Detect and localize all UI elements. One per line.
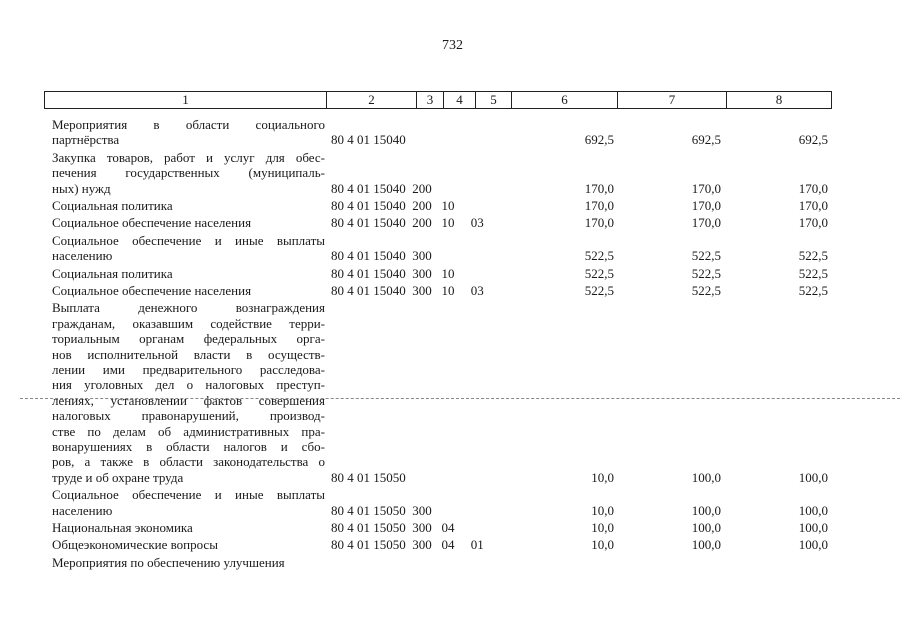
row-value-col6: 522,5: [584, 282, 614, 298]
table-row: [0, 117, 905, 150]
row-name-line: Закупка товаров, работ и услуг для обес-: [52, 149, 325, 165]
row-value-col8: 170,0: [798, 180, 828, 196]
row-name-line: Социальное обеспечение населения: [52, 282, 252, 298]
row-name-line: Социальное обеспечение и иные выплаты: [52, 487, 325, 503]
row-name: [52, 215, 325, 230]
row-code: 80 4 01 15050 300 04: [331, 519, 455, 535]
row-name-line: печения государственных (муниципаль-: [52, 165, 325, 181]
table-row: [0, 537, 905, 554]
table-row: [0, 300, 905, 487]
column-header-8: 8: [775, 92, 783, 107]
row-name-line: Социальная политика: [52, 197, 173, 213]
row-name-line: ров, а также в области законодательства о: [52, 454, 325, 470]
row-code: 80 4 01 15040: [331, 132, 406, 148]
row-value-col7: 522,5: [691, 282, 721, 298]
row-value-col8: 170,0: [798, 197, 828, 213]
row-name: [52, 266, 325, 281]
row-code: 80 4 01 15040 300: [331, 248, 432, 264]
row-name-line: населению: [52, 248, 113, 264]
row-name: [52, 520, 325, 535]
row-value-col6: 522,5: [584, 265, 614, 281]
table-row: [0, 487, 905, 520]
scan-artifact-line: [20, 398, 900, 399]
row-name-line: ных) нужд: [52, 180, 111, 196]
row-value-col7: 100,0: [691, 519, 721, 535]
row-value-col6: 692,5: [584, 132, 614, 148]
row-value-col7: 522,5: [691, 248, 721, 264]
row-name: [52, 198, 325, 213]
column-header-2: 2: [327, 92, 417, 108]
row-value-col7: 522,5: [691, 265, 721, 281]
table-row: [0, 215, 905, 232]
row-code: 80 4 01 15040 200 10: [331, 197, 455, 213]
row-name-line: партнёрства: [52, 132, 120, 148]
table-row: [0, 233, 905, 266]
row-name-line: Общеэкономические вопросы: [52, 537, 218, 553]
row-name-line: Социальное обеспечение населения: [52, 215, 252, 231]
row-value-col7: 100,0: [691, 537, 721, 553]
row-value-col6: 522,5: [584, 248, 614, 264]
row-value-col6: 170,0: [584, 215, 614, 231]
row-value-col6: 10,0: [591, 469, 614, 485]
column-header-5: 5: [476, 92, 512, 108]
row-name-line: ториальным органам федеральных орга-: [52, 331, 325, 347]
row-value-col6: 10,0: [591, 502, 614, 518]
row-value-col7: 170,0: [691, 215, 721, 231]
row-code: 80 4 01 15040 300 10: [331, 265, 455, 281]
page-number: 732: [442, 38, 463, 53]
table-row: [0, 150, 905, 198]
column-header-1: 1: [45, 92, 327, 108]
row-name: [52, 283, 325, 298]
row-name: [52, 537, 325, 552]
row-name-line: Социальное обеспечение и иные выплаты: [52, 232, 325, 248]
row-name-line: гражданам, оказавшим содействие терри-: [52, 315, 325, 331]
row-value-col8: 100,0: [798, 537, 828, 553]
row-value-col7: 100,0: [691, 502, 721, 518]
row-value-col8: 170,0: [798, 215, 828, 231]
row-code: 80 4 01 15050: [331, 469, 406, 485]
row-code: 80 4 01 15040 200: [331, 180, 432, 196]
row-value-col8: 692,5: [798, 132, 828, 148]
row-value-col8: 522,5: [798, 265, 828, 281]
row-value-col6: 170,0: [584, 180, 614, 196]
row-value-col7: 170,0: [691, 180, 721, 196]
row-name: [52, 555, 325, 570]
row-value-col8: 522,5: [798, 282, 828, 298]
row-value-col7: 170,0: [691, 197, 721, 213]
row-value-col8: 100,0: [798, 469, 828, 485]
row-value-col7: 100,0: [691, 469, 721, 485]
row-code: 80 4 01 15050 300: [331, 502, 432, 518]
row-name-line: Национальная экономика: [52, 519, 193, 535]
row-value-col6: 10,0: [591, 537, 614, 553]
row-name-line: стве по делам об административных пра-: [52, 423, 325, 439]
column-header-4: 4: [444, 92, 476, 108]
row-name-line: лениях, установлении фактов совершения: [52, 392, 325, 408]
row-name: [52, 233, 325, 264]
table-row: [0, 555, 905, 572]
row-code: 80 4 01 15050 300 04 01: [331, 537, 484, 553]
column-header-3: 3: [417, 92, 444, 108]
row-value-col6: 10,0: [591, 519, 614, 535]
row-name-line: населению: [52, 502, 113, 518]
row-name-line: нов исполнительной власти в осуществ-: [52, 346, 325, 362]
row-name: [52, 487, 325, 518]
row-value-col8: 100,0: [798, 519, 828, 535]
row-name-line: Выплата денежного вознаграждения: [52, 300, 325, 316]
row-value-col7: 692,5: [691, 132, 721, 148]
column-header-7: 7: [618, 92, 727, 108]
table-row: [0, 198, 905, 215]
row-name-line: лении ими предварительного расследова-: [52, 361, 325, 377]
row-name-line: труде и об охране труда: [52, 469, 184, 485]
table-row: [0, 266, 905, 283]
row-code: 80 4 01 15040 300 10 03: [331, 282, 484, 298]
row-name: [52, 150, 325, 196]
table-row: [0, 520, 905, 537]
row-value-col8: 522,5: [798, 248, 828, 264]
column-header-6: 6: [512, 92, 618, 108]
row-name-line: вонарушениях в области налогов и сбо-: [52, 439, 325, 454]
table-header: [44, 91, 832, 109]
table-body: [0, 117, 905, 572]
table-row: [0, 283, 905, 300]
row-name: [52, 300, 325, 485]
row-name-line: Социальная политика: [52, 265, 173, 281]
row-code: 80 4 01 15040 200 10 03: [331, 215, 484, 231]
row-name-line: Мероприятия в области социального: [52, 117, 325, 132]
row-name-line: налоговых правонарушений, производ-: [52, 408, 325, 424]
row-value-col8: 100,0: [798, 502, 828, 518]
row-value-col6: 170,0: [584, 197, 614, 213]
row-name: [52, 117, 325, 148]
row-name-line: ния уголовных дел о налоговых преступ-: [52, 377, 325, 393]
row-name-line: Мероприятия по обеспечению улучшения: [52, 554, 285, 570]
